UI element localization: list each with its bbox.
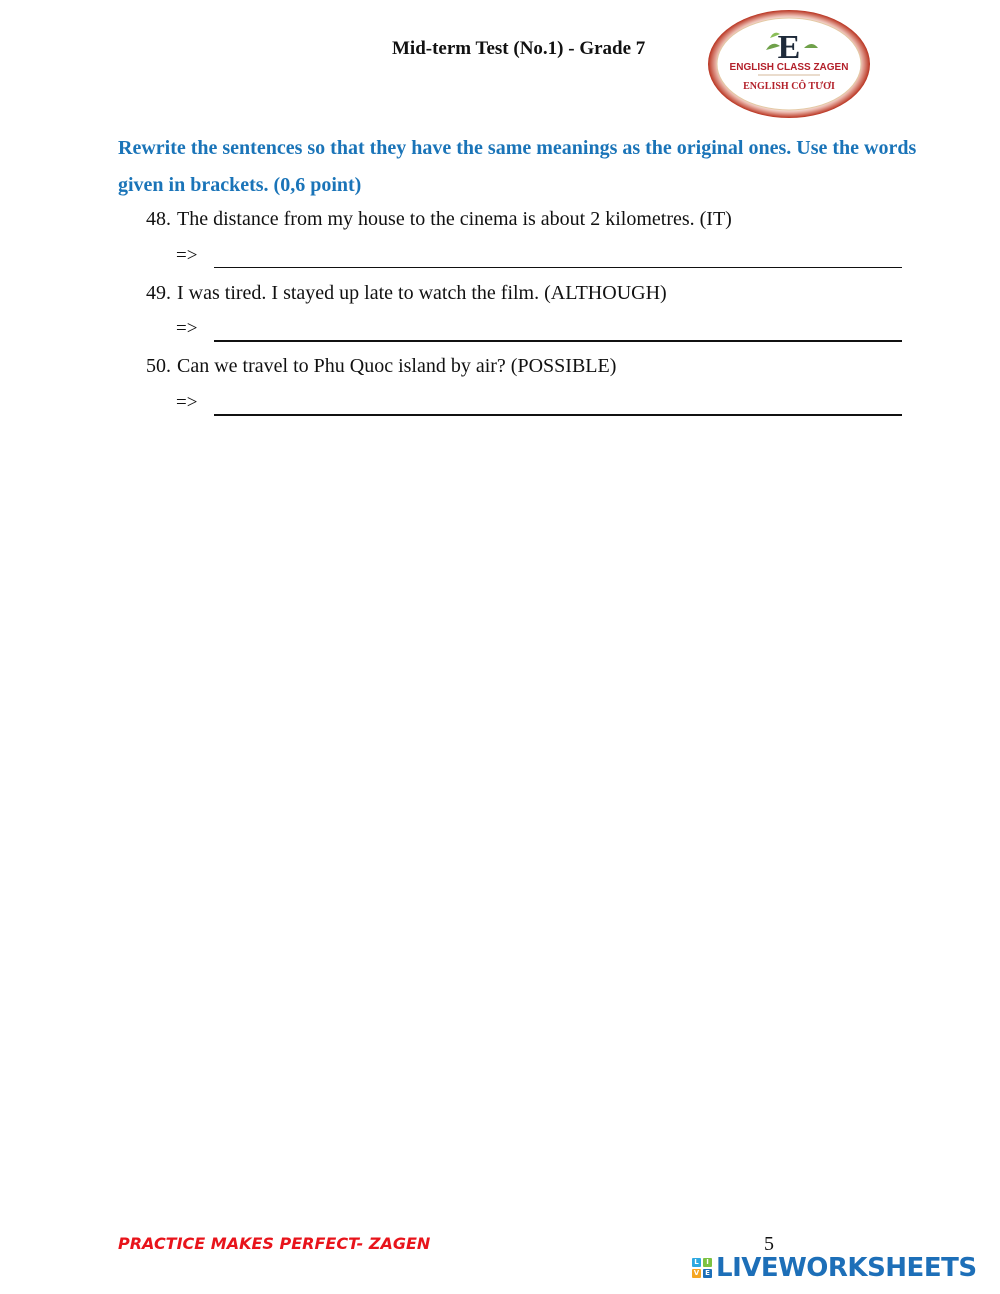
answer-row-48 <box>176 245 902 273</box>
question-text: The distance from my house to the cinema is about 2 kilometres. (IT) <box>177 208 732 230</box>
footer-slogan: PRACTICE MAKES PERFECT- ZAGEN <box>118 1234 431 1253</box>
exercise-instruction: Rewrite the sentences so that they have the same meanings as the original ones. Use the words given in brackets. (0,6 point) <box>118 137 917 196</box>
logo-line1: ENGLISH CLASS ZAGEN <box>729 62 849 73</box>
answer-line-48[interactable] <box>214 267 902 268</box>
question-number: 50. <box>146 355 171 377</box>
question-text: I was tired. I stayed up late to watch the film. (ALTHOUGH) <box>177 282 667 304</box>
answer-prefix: => <box>176 245 198 266</box>
cube-v: V <box>693 1269 700 1277</box>
liveworksheets-cubes-icon <box>692 1258 714 1282</box>
question-number: 49. <box>146 282 171 304</box>
answer-line-50[interactable] <box>214 414 902 416</box>
question-50 <box>146 355 616 378</box>
question-48 <box>146 208 732 231</box>
answer-prefix: => <box>176 392 198 413</box>
answer-row-50 <box>176 392 902 420</box>
answer-row-49 <box>176 318 902 346</box>
answer-prefix: => <box>176 318 198 339</box>
english-class-zagen-logo <box>706 8 872 120</box>
question-text: Can we travel to Phu Quoc island by air? (POSSIBLE) <box>177 355 617 377</box>
question-49 <box>146 282 667 305</box>
cube-e: E <box>703 1269 712 1278</box>
liveworksheets-wordmark: LIVEWORKSHEETS <box>716 1253 977 1283</box>
page-title: Mid-term Test (No.1) - Grade 7 <box>392 38 646 59</box>
page-number: 5 <box>764 1233 774 1255</box>
cube-i: I <box>703 1258 712 1267</box>
cube-l: L <box>692 1258 701 1267</box>
liveworksheets-logo[interactable] <box>692 1255 992 1285</box>
logo-line2: ENGLISH CÔ TƯƠI <box>743 81 835 92</box>
question-number: 48. <box>146 208 171 230</box>
logo-letter: E <box>777 29 801 66</box>
answer-line-49[interactable] <box>214 340 902 342</box>
